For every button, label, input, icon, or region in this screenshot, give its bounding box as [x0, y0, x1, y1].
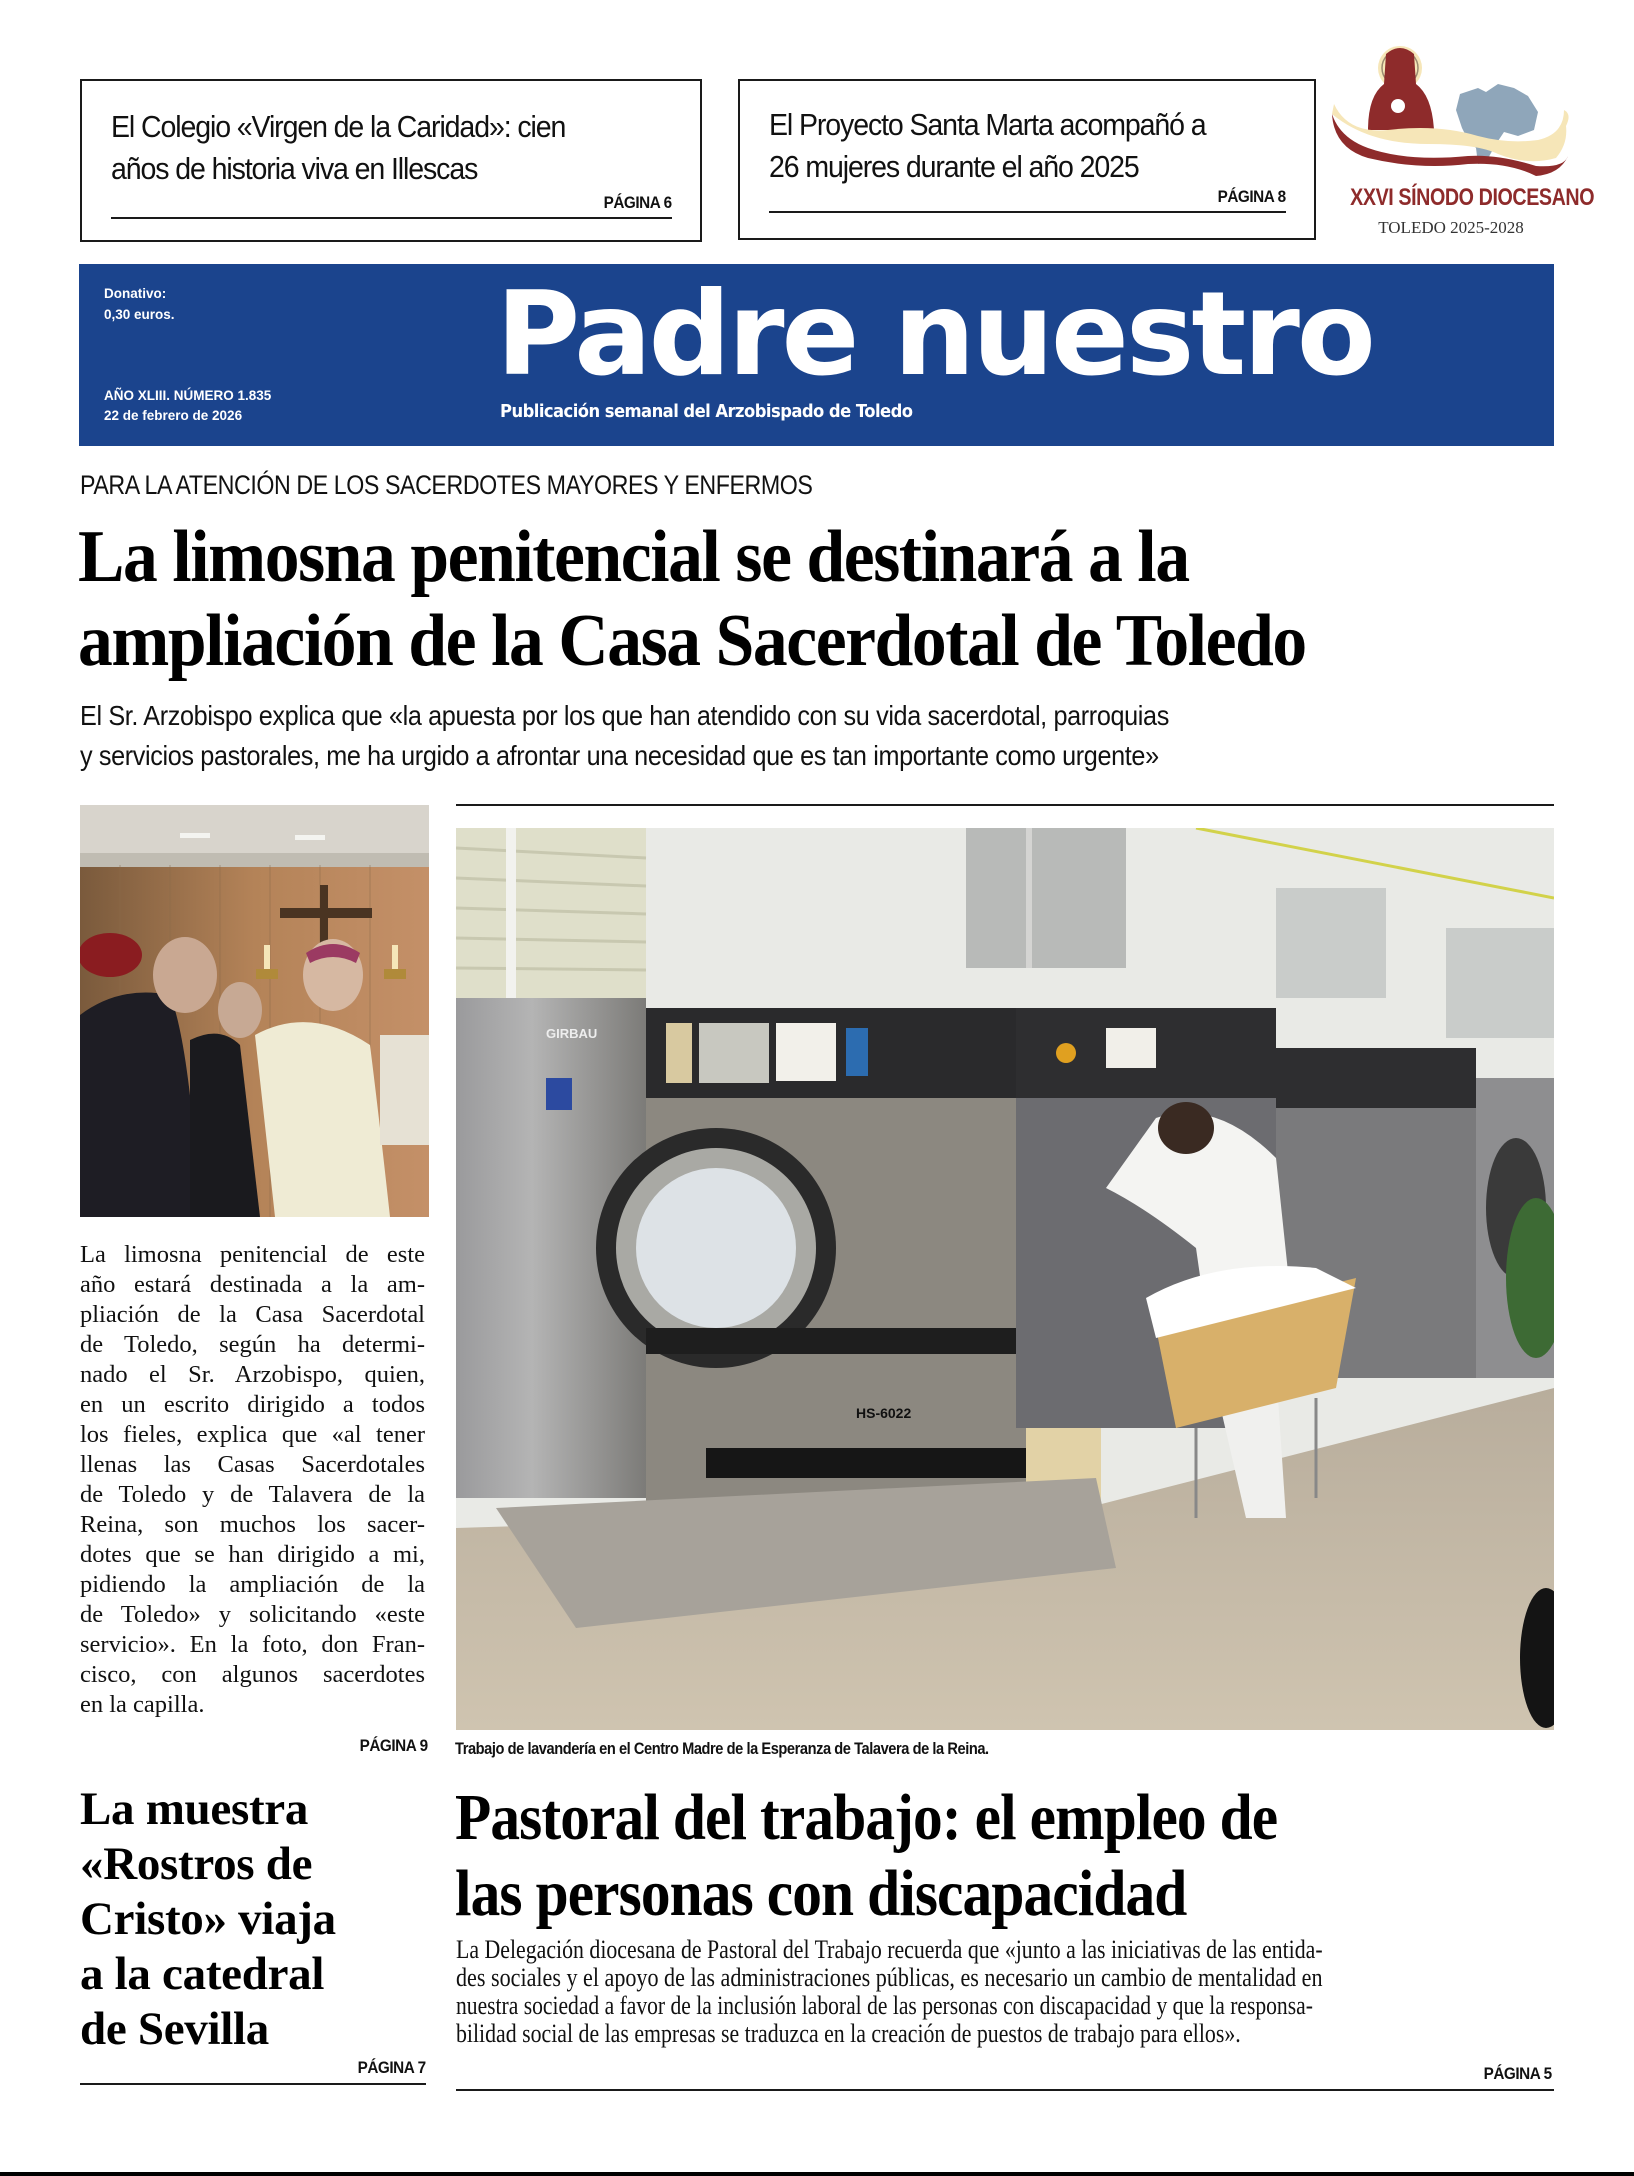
synod-emblem-icon	[1328, 44, 1574, 184]
machine-brand-label: GIRBAU	[546, 1026, 598, 1041]
body-line: año estará destinada a la am-	[80, 1271, 425, 1298]
headline-line: de Sevilla	[80, 2003, 269, 2055]
divider	[456, 804, 1554, 806]
masthead	[79, 264, 1554, 446]
body-line: de Toledo, según ha determi-	[80, 1331, 425, 1358]
body-line: los fieles, explica que «al tener	[80, 1421, 425, 1448]
page-reference[interactable]: PÁGINA 5	[1483, 2064, 1552, 2083]
body-line: cisco, con algunos sacerdotes	[80, 1661, 425, 1688]
synod-logo	[1328, 44, 1595, 244]
body-line: Reina, son muchos los sacer-	[80, 1511, 425, 1538]
headline-line: Cristo» viaja	[80, 1893, 336, 1945]
body-line: llenas las Casas Sacerdotales	[80, 1451, 425, 1478]
teaser-title-line: años de historia viva en Illescas	[111, 151, 478, 186]
synod-logo-title: XXVI SÍNODO DIOCESANO	[1350, 184, 1595, 211]
headline-line: Pastoral del trabajo: el empleo de	[455, 1781, 1278, 1854]
page-bottom-rule	[0, 2172, 1634, 2176]
page-reference[interactable]: PÁGINA 9	[359, 1736, 428, 1755]
donation-label: Donativo:	[104, 286, 167, 301]
lede-line: bilidad social de las empresas se traduzca en la creación de puestos de trabajo para ellos».	[456, 2019, 1241, 2048]
teaser-box-colegio[interactable]	[80, 79, 702, 242]
headline-line: «Rostros de	[80, 1838, 313, 1890]
body-line: servicio». En la foto, don Fran-	[80, 1631, 425, 1658]
issue-date: 22 de febrero de 2026	[104, 408, 243, 423]
body-line: en un escrito dirigido a todos	[80, 1391, 425, 1418]
rostros-cristo-headline[interactable]	[80, 1782, 336, 2057]
teaser-box-santa-marta[interactable]	[738, 79, 1316, 240]
headline-line: a la catedral	[80, 1948, 325, 2000]
donation-value: 0,30 euros.	[104, 307, 175, 322]
body-line: pidiendo la ampliación de la	[80, 1571, 425, 1598]
teaser-title-line: 26 mujeres durante el año 2025	[769, 149, 1139, 184]
body-line: de Toledo» y solicitando «este	[80, 1601, 425, 1628]
lead-body	[80, 1240, 425, 1720]
headline-line: las personas con discapacidad	[455, 1857, 1187, 1930]
teaser-title-line: El Proyecto Santa Marta acompañó a	[769, 107, 1206, 142]
lead-headline[interactable]	[78, 515, 1306, 683]
body-line: en la capilla.	[80, 1691, 205, 1718]
lede-line: nuestra sociedad a favor de la inclusión laboral de las personas con discapacidad y que la responsa-	[456, 1991, 1313, 2020]
headline-line: La muestra	[80, 1783, 309, 1835]
headline-line: La limosna penitencial se destinará a la	[78, 516, 1189, 598]
lede-line: La Delegación diocesana de Pastoral del Trabajo recuerda que «junto a las iniciativas de las entida-	[456, 1935, 1323, 1964]
chapel-photo-image	[80, 805, 429, 1217]
pastoral-trabajo-headline[interactable]	[455, 1780, 1277, 1932]
headline-line: ampliación de la Casa Sacerdotal de Toledo	[78, 600, 1306, 682]
lead-deck	[80, 696, 1169, 776]
lead-kicker: PARA LA ATENCIÓN DE LOS SACERDOTES MAYORES Y ENFERMOS	[80, 470, 813, 500]
chapel-photo[interactable]	[80, 805, 429, 1217]
body-line: pliación de la Casa Sacerdotal	[80, 1301, 425, 1328]
page-reference[interactable]: PÁGINA 6	[603, 193, 672, 212]
body-line: La limosna penitencial de este	[80, 1241, 425, 1268]
page-reference[interactable]: PÁGINA 8	[1217, 187, 1286, 206]
body-line: nado el Sr. Arzobispo, quien,	[80, 1361, 425, 1388]
deck-line: y servicios pastorales, me ha urgido a afrontar una necesidad que es tan importante como urgente»	[80, 740, 1159, 771]
publication-subtitle: Publicación semanal del Arzobispado de Toledo	[500, 401, 913, 422]
photo-caption: Trabajo de lavandería en el Centro Madre de la Esperanza de Talavera de la Reina.	[455, 1739, 989, 1758]
teaser-title-line: El Colegio «Virgen de la Caridad»: cien	[111, 109, 566, 144]
divider	[769, 211, 1286, 213]
publication-title: Padre nuestro	[496, 267, 1373, 402]
lede-line: des sociales y el apoyo de las administraciones públicas, es necesario un cambio de mentalidad en	[456, 1963, 1323, 1992]
body-line: dotes que se han dirigido a mi,	[80, 1541, 425, 1568]
divider	[80, 2083, 426, 2085]
machine-model-label: HS-6022	[856, 1405, 912, 1421]
issue-number: AÑO XLIII. NÚMERO 1.835	[104, 388, 272, 403]
divider	[456, 2089, 1554, 2091]
divider	[111, 217, 672, 219]
body-line: de Toledo y de Talavera de la	[80, 1481, 425, 1508]
synod-logo-dates: TOLEDO 2025-2028	[1378, 218, 1524, 237]
pastoral-trabajo-lede	[456, 1936, 1554, 2048]
laundry-photo[interactable]	[456, 828, 1554, 1730]
laundry-photo-image	[456, 828, 1554, 1730]
deck-line: El Sr. Arzobispo explica que «la apuesta por los que han atendido con su vida sacerdotal, parroquias	[80, 700, 1169, 731]
page-reference[interactable]: PÁGINA 7	[357, 2058, 426, 2077]
